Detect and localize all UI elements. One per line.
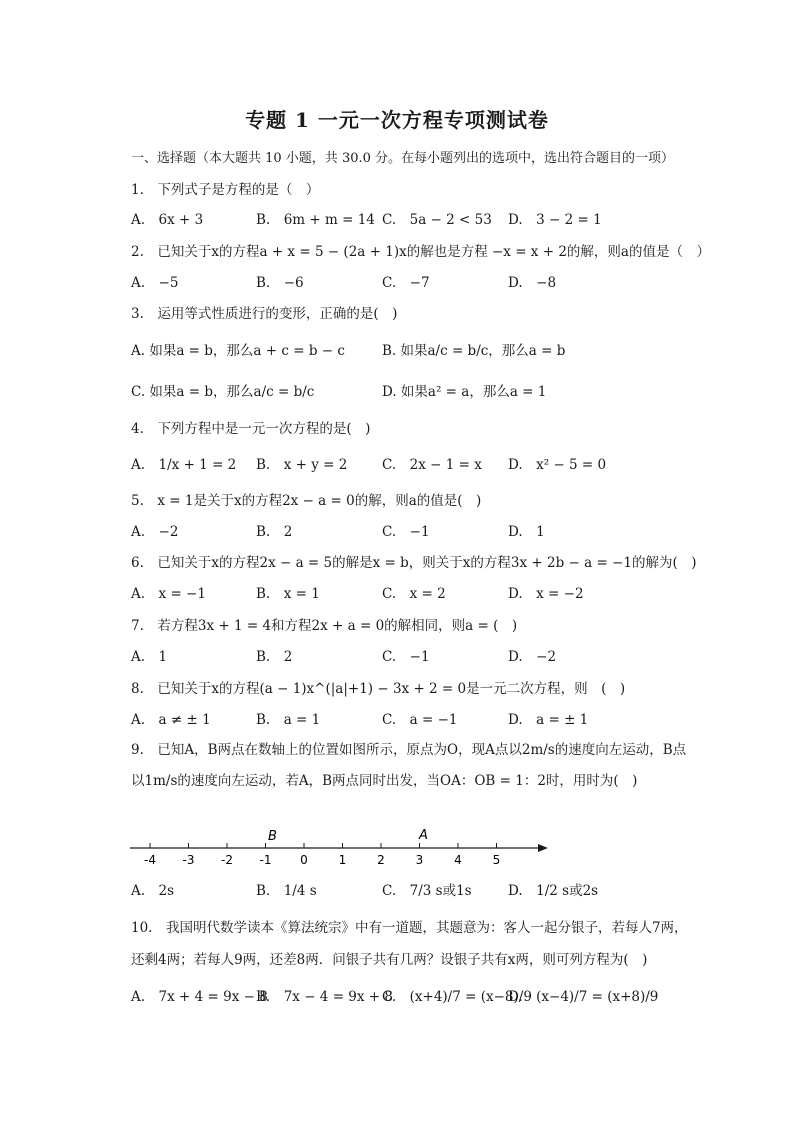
- q7-option-d: D. −2: [508, 649, 557, 665]
- q3-option-d: D. 如果a² = a，那么a = 1: [382, 384, 547, 400]
- q1-option-b: B. 6m + m = 14: [256, 212, 375, 228]
- tick-label: 3: [415, 853, 424, 867]
- q2-option-c: C. −7: [382, 275, 430, 291]
- question-1-stem: 1. 下列式子是方程的是（ ）: [131, 182, 320, 198]
- question-9-stem-cont: 以1m/s的速度向左运动，若A，B两点同时出发，当OA：OB = 1：2时，用时为( ): [131, 773, 638, 789]
- question-7-stem: 7. 若方程3x + 1 = 4和方程2x + a = 0的解相同，则a = ( ): [131, 618, 518, 634]
- q5-option-c: C. −1: [382, 524, 430, 540]
- tick-label: 4: [454, 853, 462, 867]
- tick-label: 1: [338, 853, 347, 867]
- q9-option-c: C. 7/3 s或1s: [382, 883, 472, 899]
- arrow-right-icon: [538, 844, 548, 852]
- q8-option-c: C. a = −1: [382, 712, 458, 728]
- q6-option-b: B. x = 1: [256, 586, 320, 602]
- page-title: 专题 1 一元一次方程专项测试卷: [245, 108, 549, 132]
- q6-option-a: A. x = −1: [131, 586, 206, 602]
- q10-option-a: A. 7x + 4 = 9x − 8: [131, 989, 268, 1005]
- q3-option-b: B. 如果a/c = b/c，那么a = b: [382, 343, 566, 359]
- q2-option-b: B. −6: [256, 275, 304, 291]
- q5-option-a: A. −2: [131, 524, 179, 540]
- point-b-label: B: [268, 829, 277, 844]
- number-line: [120, 822, 560, 872]
- point-a-label: A: [419, 828, 428, 843]
- tick-label: 5: [492, 853, 501, 867]
- q8-option-b: B. a = 1: [256, 712, 321, 728]
- q2-option-d: D. −8: [508, 275, 557, 291]
- q6-option-d: D. x = −2: [508, 586, 584, 602]
- q4-option-c: C. 2x − 1 = x: [382, 457, 482, 473]
- q10-option-c: C. (x+4)/7 = (x−8)/9: [382, 989, 532, 1005]
- q8-option-a: A. a ≠ ± 1: [131, 712, 211, 728]
- question-3-stem: 3. 运用等式性质进行的变形，正确的是( ): [131, 306, 398, 322]
- q7-option-b: B. 2: [256, 649, 293, 665]
- q5-option-d: D. 1: [508, 524, 545, 540]
- question-10-stem: 10. 我国明代数学读本《算法统宗》中有一道题，其题意为：客人一起分银子，若每人7两，: [131, 920, 688, 936]
- q8-option-d: D. a = ± 1: [508, 712, 589, 728]
- q9-option-d: D. 1/2 s或2s: [508, 883, 599, 899]
- question-2-stem: 2. 已知关于x的方程a + x = 5 − (2a + 1)x的解也是方程 −x = x + 2的解，则a的值是（ ）: [131, 244, 710, 260]
- q9-option-b: B. 1/4 s: [256, 883, 317, 899]
- q4-option-a: A. 1/x + 1 = 2: [131, 457, 237, 473]
- tick-label: 0: [300, 853, 308, 867]
- q7-option-c: C. −1: [382, 649, 430, 665]
- q1-option-c: C. 5a − 2 < 53: [382, 212, 492, 228]
- q1-option-a: A. 6x + 3: [131, 212, 204, 228]
- q2-option-a: A. −5: [131, 275, 179, 291]
- q4-option-d: D. x² − 5 = 0: [508, 457, 607, 473]
- q10-option-b: B. 7x − 4 = 9x + 8: [256, 989, 393, 1005]
- q7-option-a: A. 1: [131, 649, 168, 665]
- question-6-stem: 6. 已知关于x的方程2x − a = 5的解是x = b，则关于x的方程3x + 2b − a = −1的解为( ): [131, 555, 697, 571]
- question-8-stem: 8. 已知关于x的方程(a − 1)x^(|a|+1) − 3x + 2 = 0是一元二次方程，则 ( ): [131, 681, 626, 697]
- q4-option-b: B. x + y = 2: [256, 457, 348, 473]
- q9-option-a: A. 2s: [131, 883, 175, 899]
- tick-label: -2: [221, 853, 233, 867]
- q10-option-d: D. (x−4)/7 = (x+8)/9: [508, 989, 659, 1005]
- question-10-stem-cont: 还剩4两；若每人9两，还差8两．问银子共有几两？设银子共有x两，则可列方程为( ): [131, 952, 648, 968]
- q3-option-c: C. 如果a = b，那么a/c = b/c: [131, 384, 315, 400]
- q3-option-a: A. 如果a = b，那么a + c = b − c: [131, 343, 345, 359]
- tick-label: -4: [144, 853, 156, 867]
- tick-label: -3: [182, 853, 195, 867]
- tick-label: -1: [259, 853, 272, 867]
- question-4-stem: 4. 下列方程中是一元一次方程的是( ): [131, 421, 371, 437]
- question-5-stem: 5. x = 1是关于x的方程2x − a = 0的解，则a的值是( ): [131, 493, 482, 509]
- q1-option-d: D. 3 − 2 = 1: [508, 212, 602, 228]
- q5-option-b: B. 2: [256, 524, 293, 540]
- question-9-stem: 9. 已知A，B两点在数轴上的位置如图所示，原点为O，现A点以2m/s的速度向左运动，B点: [131, 742, 687, 758]
- section-heading: 一、选择题（本大题共 10 小题，共 30.0 分。在每小题列出的选项中，选出符合题目的一项）: [131, 151, 675, 166]
- tick-label: 2: [377, 853, 385, 867]
- q6-option-c: C. x = 2: [382, 586, 446, 602]
